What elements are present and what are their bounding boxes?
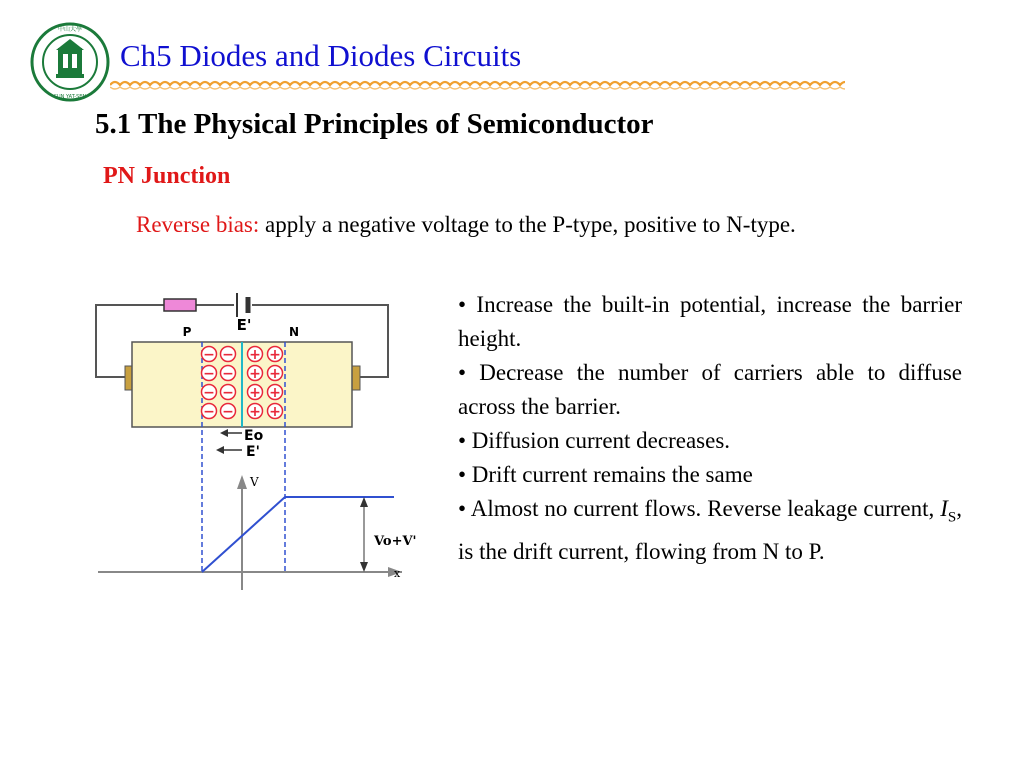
course-title: Ch5 Diodes and Diodes Circuits — [120, 38, 522, 73]
bullet-item: • Drift current remains the same — [458, 462, 753, 487]
bullet-item: • Decrease the number of carriers able to diffuse across the barrier. — [458, 360, 962, 419]
applied-field-label: E' — [246, 444, 260, 460]
applied-field-arrowhead — [216, 446, 224, 454]
builtin-field-arrowhead — [220, 429, 228, 437]
university-logo — [30, 22, 110, 102]
reverse-bias-term: Reverse bias: — [136, 212, 260, 237]
positive-ion-sign: + — [249, 385, 261, 401]
negative-ion-sign: − — [222, 347, 234, 363]
negative-ion-sign: − — [222, 385, 234, 401]
barrier-arrowhead-top — [360, 497, 368, 507]
current-symbol: I — [940, 496, 948, 521]
negative-ion-sign: − — [222, 404, 234, 420]
v-axis-label: V — [250, 475, 259, 489]
positive-ion-sign: + — [269, 404, 281, 420]
battery-label: E' — [236, 316, 252, 334]
v-axis-arrowhead — [237, 475, 247, 489]
positive-ion-sign: + — [269, 347, 281, 363]
negative-ion-sign: − — [203, 347, 215, 363]
section-title: 5.1 The Physical Principles of Semiconductor — [95, 108, 654, 140]
pn-junction-reverse-bias-diagram — [92, 285, 432, 595]
reverse-bias-definition — [136, 212, 796, 238]
topic-title: PN Junction — [103, 163, 231, 189]
bullet-item — [458, 492, 962, 569]
reverse-bias-text: apply a negative voltage to the P-type, positive to N-type. — [259, 212, 796, 237]
reverse-bias-effects-list — [458, 288, 962, 569]
svg-text:中山大學: 中山大學 — [57, 26, 83, 33]
bullet-item: • Increase the built-in potential, increase the barrier height. — [458, 292, 962, 351]
negative-ion-sign: − — [203, 404, 215, 420]
positive-ion-sign: + — [269, 366, 281, 382]
builtin-field-label: Eo — [244, 428, 264, 444]
positive-ion-sign: + — [249, 347, 261, 363]
barrier-height-label: Vo+V' — [374, 534, 417, 549]
positive-ion-sign: + — [249, 404, 261, 420]
barrier-arrowhead-bottom — [360, 562, 368, 572]
resistor-icon — [164, 299, 196, 311]
potential-curve — [202, 497, 394, 572]
x-axis-label: x — [394, 567, 401, 580]
n-region-label: N — [288, 325, 300, 339]
bullet-text: , is the drift current, flowing from N to P. — [458, 496, 962, 564]
negative-ion-sign: − — [203, 385, 215, 401]
positive-ion-sign: + — [269, 385, 281, 401]
wavy-divider — [110, 78, 845, 92]
negative-ion-sign: − — [203, 366, 215, 382]
positive-ion-sign: + — [249, 366, 261, 382]
p-region-label: P — [182, 325, 192, 339]
svg-text:SUN YAT-SEN: SUN YAT-SEN — [53, 94, 87, 100]
current-subscript: S — [947, 509, 957, 526]
negative-ion-sign: − — [222, 366, 234, 382]
bullet-item: • Diffusion current decreases. — [458, 428, 731, 453]
bullet-text: • Almost no current flows. Reverse leakage current, — [458, 496, 941, 521]
n-contact — [352, 366, 360, 390]
